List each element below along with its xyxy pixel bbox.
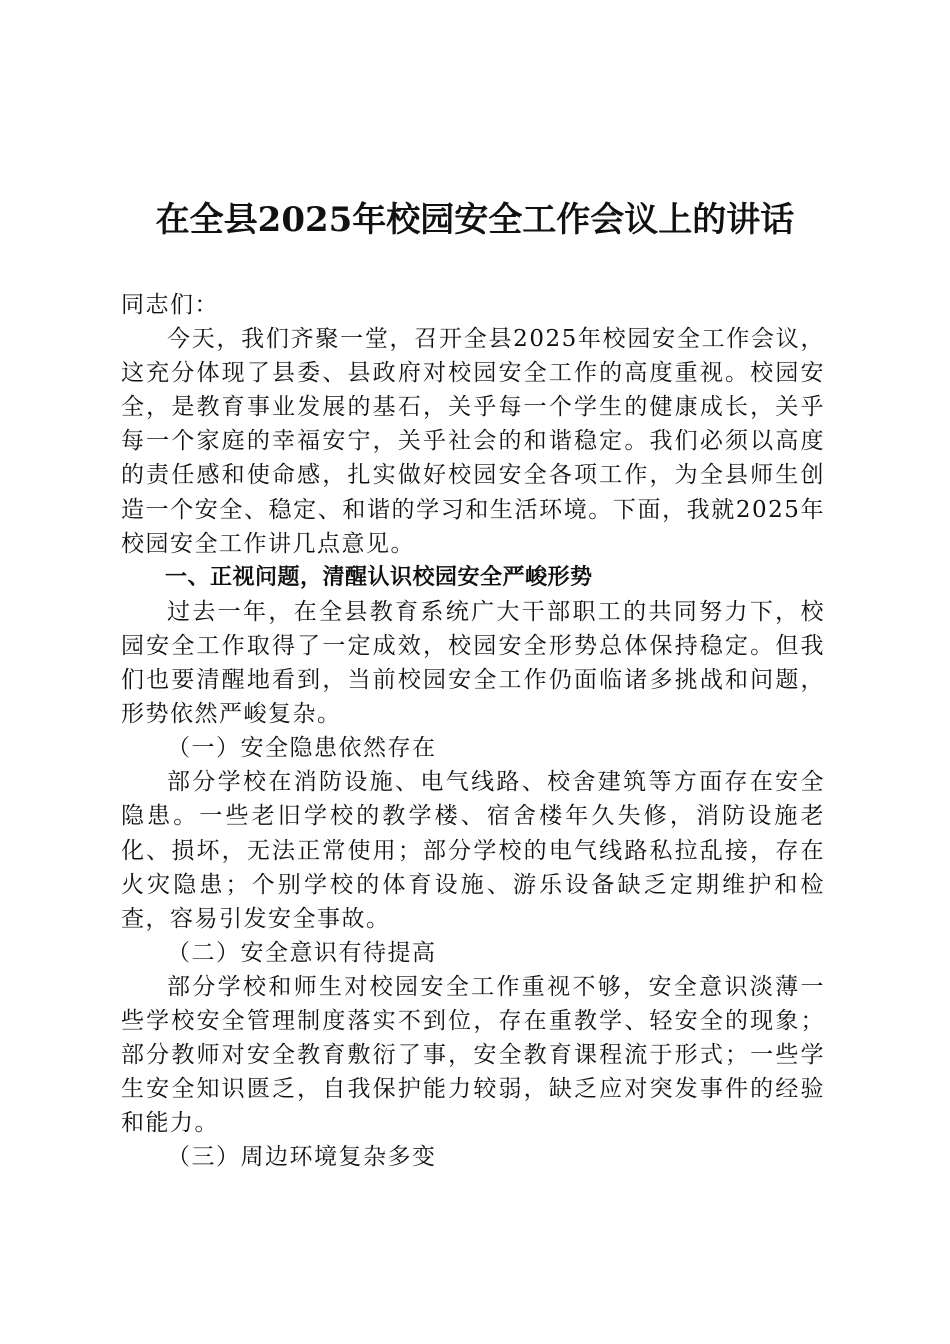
section-1-intro: 过去一年，在全县教育系统广大干部职工的共同努力下，校园安全工作取得了一定成效，校园安全形势总体保持稳定。但我们也要清醒地看到，当前校园安全工作仍面临诸多挑战和问题，形势依然严峻复杂。 xyxy=(121,598,825,728)
section-1-heading: 一、正视问题，清醒认识校园安全严峻形势 xyxy=(165,564,593,590)
salutation: 同志们： xyxy=(121,292,219,318)
document-title: 在全县2025年校园安全工作会议上的讲话 xyxy=(155,200,795,240)
subsection-2-heading: （二）安全意识有待提高 xyxy=(167,939,437,966)
document-body xyxy=(121,288,825,1174)
subsection-1-text: 部分学校在消防设施、电气线路、校舍建筑等方面存在安全隐患。一些老旧学校的教学楼、宿舍楼年久失修，消防设施老化、损坏，无法正常使用；部分学校的电气线路私拉乱接，存在火灾隐患；个别学校的体育设施、游乐设备缺乏定期维护和检查，容易引发安全事故。 xyxy=(121,769,825,932)
subsection-3-heading: （三）周边环境复杂多变 xyxy=(167,1144,437,1171)
subsection-1-heading: （一）安全隐患依然存在 xyxy=(167,735,437,762)
subsection-2-text: 部分学校和师生对校园安全工作重视不够，安全意识淡薄一些学校安全管理制度落实不到位，存在重教学、轻安全的现象；部分教师对安全教育敷衍了事，安全教育课程流于形式；一些学生安全知识匮乏，自我保护能力较弱，缺乏应对突发事件的经验和能力。 xyxy=(121,973,825,1137)
opening-paragraph: 今天，我们齐聚一堂，召开全县2025年校园安全工作会议，这充分体现了县委、县政府对校园安全工作的高度重视。校园安全，是教育事业发展的基石，关乎每一个学生的健康成长，关乎每一个家庭的幸福安宁，关乎社会的和谐稳定。我们必须以高度的责任感和使命感，扎实做好校园安全各项工作，为全县师生创造一个安全、稳定、和谐的学习和生活环境。下面，我就2025年校园安全工作讲几点意见。 xyxy=(121,326,825,557)
